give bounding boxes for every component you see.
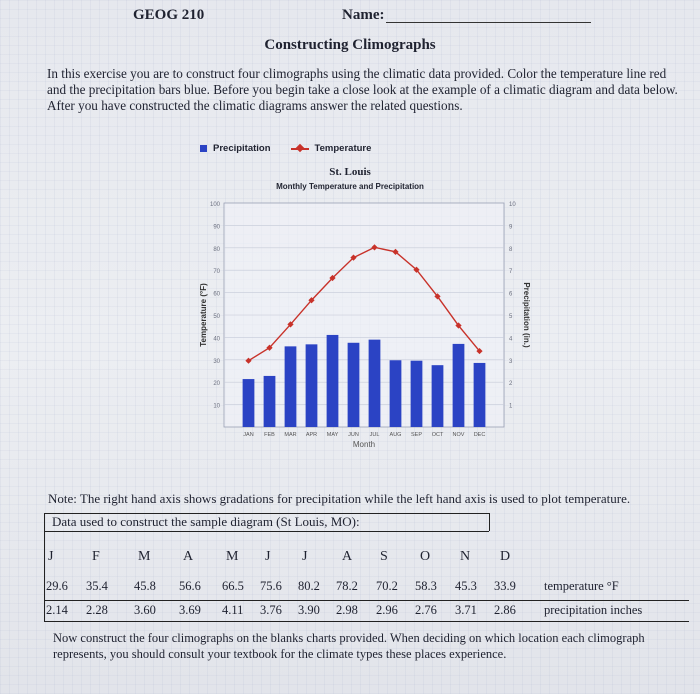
precipitation-cell: 3.60 <box>134 603 156 617</box>
temperature-legend-label: Temperature <box>314 143 372 154</box>
chart-title: St. Louis <box>329 166 371 178</box>
precipitation-bar <box>411 361 423 427</box>
precipitation-cell: 3.90 <box>298 603 320 617</box>
precipitation-cell: 2.98 <box>336 603 358 617</box>
temperature-cell: 45.8 <box>134 579 156 593</box>
precipitation-legend-swatch <box>200 145 207 152</box>
month-cell: N <box>460 549 471 564</box>
month-tick-label: NOV <box>452 432 465 438</box>
precipitation-cell: 2.86 <box>494 603 516 617</box>
precipitation-cell: 2.28 <box>86 603 108 617</box>
axis-note: Note: The right hand axis shows gradations for precipitation while the left hand axis is used to plot temperature. <box>48 491 631 506</box>
name-label: Name: <box>342 7 385 23</box>
precipitation-legend-label: Precipitation <box>213 143 271 154</box>
right-tick-label: 5 <box>509 314 513 320</box>
left-tick-label: 100 <box>209 202 220 208</box>
climograph-svg <box>196 195 536 460</box>
precipitation-bar <box>474 363 486 427</box>
left-tick-label: 10 <box>213 403 220 410</box>
month-tick-label: MAR <box>284 432 297 438</box>
right-axis-title: Precipitation (in.) <box>522 282 531 348</box>
precipitation-label: precipitation inches <box>544 603 643 617</box>
right-tick-label: 6 <box>509 291 513 298</box>
temperature-cell: 35.4 <box>86 579 108 593</box>
precipitation-bar <box>327 335 339 427</box>
precipitation-bar <box>285 346 297 427</box>
month-cell: F <box>92 549 100 564</box>
temperature-legend-swatch <box>291 148 309 150</box>
month-tick-label: JAN <box>243 432 254 438</box>
left-tick-label: 80 <box>213 246 220 253</box>
precipitation-cell: 2.96 <box>376 603 398 617</box>
chart-subtitle: Monthly Temperature and Precipitation <box>276 182 424 191</box>
right-tick-label: 1 <box>509 403 513 410</box>
left-tick-label: 70 <box>213 269 220 276</box>
right-tick-label: 7 <box>509 269 513 276</box>
right-tick-label: 10 <box>509 202 516 208</box>
temperature-cell: 33.9 <box>494 579 516 593</box>
temperature-cell: 80.2 <box>298 579 320 593</box>
right-tick-label: 9 <box>509 224 513 231</box>
precipitation-cell: 3.69 <box>179 603 201 617</box>
month-tick-label: OCT <box>431 432 444 438</box>
closing-instructions: Now construct the four climographs on the blanks charts provided. When deciding on which location each climograph represents, you should consult your textbook for the climate types these places experience. <box>53 631 645 661</box>
month-cell: A <box>183 549 194 564</box>
temperature-cell: 58.3 <box>415 579 437 593</box>
precipitation-cell: 3.71 <box>455 603 477 617</box>
table-border-title-right <box>489 513 490 531</box>
right-tick-label: 4 <box>509 336 513 343</box>
month-tick-label: FEB <box>264 432 275 438</box>
month-tick-label: JUL <box>369 432 380 438</box>
temperature-cell: 75.6 <box>260 579 282 593</box>
precipitation-bar <box>348 343 360 427</box>
x-axis-title: Month <box>352 440 376 449</box>
table-border-top <box>44 513 489 514</box>
precipitation-bar <box>432 365 444 427</box>
month-cell: J <box>302 549 308 564</box>
temperature-label: temperature °F <box>544 579 619 593</box>
left-tick-label: 20 <box>213 381 220 388</box>
month-cell: M <box>138 549 151 564</box>
right-tick-label: 3 <box>509 358 513 365</box>
month-tick-label: APR <box>305 432 318 438</box>
month-tick-label: AUG <box>389 432 402 438</box>
month-cell: J <box>265 549 271 564</box>
precipitation-cell: 3.76 <box>260 603 282 617</box>
temperature-cell: 66.5 <box>222 579 244 593</box>
precipitation-bar <box>243 379 255 427</box>
table-border-bottom <box>44 621 689 622</box>
month-cell: A <box>342 549 353 564</box>
left-tick-label: 30 <box>213 358 220 365</box>
precipitation-bar <box>264 376 276 427</box>
temperature-cell: 56.6 <box>179 579 201 593</box>
table-row-divider <box>44 600 689 601</box>
table-border-left <box>44 513 45 621</box>
month-cell: D <box>500 549 511 564</box>
course-code: GEOG 210 <box>133 7 205 23</box>
precipitation-cell: 4.11 <box>222 603 244 617</box>
left-tick-label: 50 <box>213 314 220 320</box>
temperature-cell: 70.2 <box>376 579 398 593</box>
precipitation-bar <box>390 360 402 427</box>
precipitation-bar <box>369 340 381 427</box>
right-tick-label: 2 <box>509 381 513 388</box>
month-cell: J <box>48 549 54 564</box>
precipitation-cell: 2.14 <box>46 603 68 617</box>
left-tick-label: 60 <box>213 291 220 298</box>
page-title: Constructing Climographs <box>264 37 436 53</box>
data-table-title: Data used to construct the sample diagram (St Louis, MO): <box>52 514 360 529</box>
table-border-title-bottom <box>44 531 489 532</box>
left-tick-label: 90 <box>213 224 220 231</box>
month-cell: O <box>420 549 431 564</box>
month-cell: S <box>380 549 388 564</box>
month-tick-label: SEP <box>410 432 423 438</box>
precipitation-bar <box>453 344 465 427</box>
chart-legend <box>200 143 371 154</box>
intro-paragraph: In this exercise you are to construct four climographs using the climatic data provided. Color the temperature line red and the precipitation bars blue. Before you begin take a close look at the example of a climatic diagram and data below. After you have constructed the climatic diagrams answer the related questions. <box>47 66 678 113</box>
name-blank-line <box>386 22 591 23</box>
temperature-cell: 78.2 <box>336 579 358 593</box>
climograph-chart <box>196 195 536 460</box>
month-tick-label: JUN <box>348 432 359 438</box>
temperature-cell: 29.6 <box>46 579 68 593</box>
left-tick-label: 40 <box>213 336 220 343</box>
month-tick-label: DEC <box>473 432 486 438</box>
right-tick-label: 8 <box>509 246 513 253</box>
precipitation-bar <box>306 344 318 427</box>
month-tick-label: MAY <box>326 432 339 438</box>
left-axis-title: Temperature (°F) <box>199 283 208 347</box>
precipitation-cell: 2.76 <box>415 603 437 617</box>
temperature-cell: 45.3 <box>455 579 477 593</box>
month-cell: M <box>226 549 239 564</box>
